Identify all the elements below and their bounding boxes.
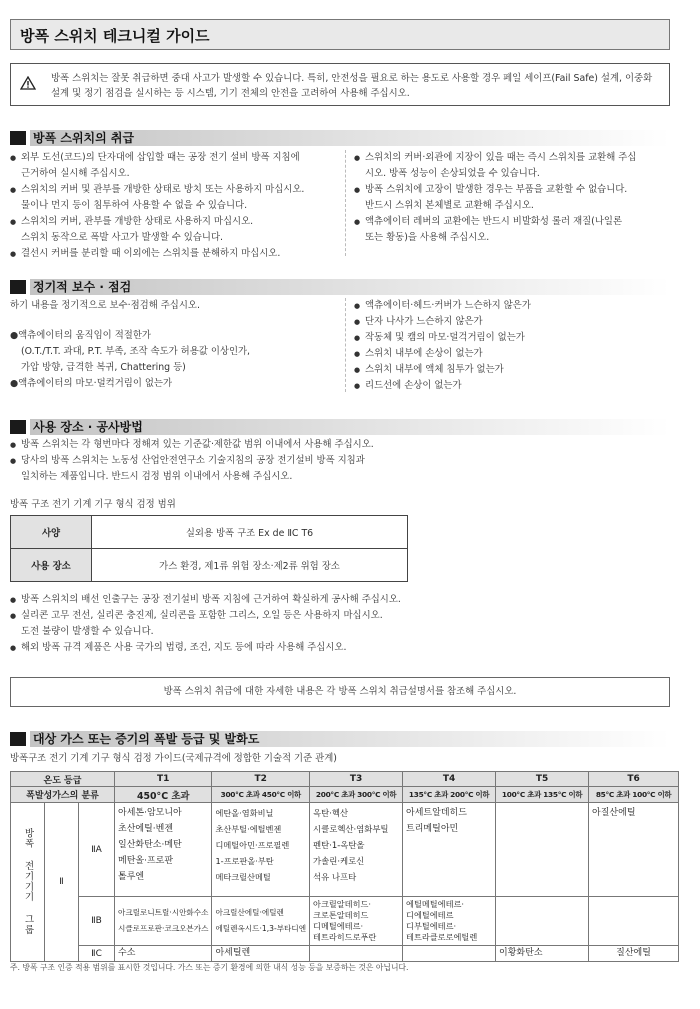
gas-name: 초산에틸·벤젠 bbox=[118, 824, 174, 834]
page-title: 방폭 스위치 테크니컬 가이드 bbox=[20, 27, 210, 45]
gas-name: 테트라클로로에틸렌 bbox=[406, 932, 478, 942]
gas-name: 이황화탄소 bbox=[499, 948, 543, 958]
warning-text: 방폭 스위치는 잘못 취급하면 중대 사고가 발생할 수 있습니다. 특히, 안전성을 필요로 하는 용도로 사용할 경우 페일 세이프(Fail Safe) 설계, 이중화 설계 및 정기 점검을 실시하는 등 시스템, 기기 전체의 안전을 고려하여 사용해 주십시오. bbox=[51, 73, 653, 99]
gas-name: 아크릴산에틸·에틸렌 bbox=[215, 908, 284, 917]
section-handling-header bbox=[10, 130, 670, 146]
empty-cell bbox=[496, 897, 589, 946]
gas-name: 초산부틸·에틸벤젠 bbox=[215, 824, 282, 834]
list-item: ● 방폭 스위치에 고장이 발생한 경우는 부품을 교환할 수 없습니다. bbox=[354, 182, 670, 198]
list-item: ●액츄에이터의 마모·덜컥거림이 없는가 bbox=[10, 378, 173, 389]
empty-cell bbox=[496, 803, 589, 897]
list-item-cont: 가압 방향, 급격한 복귀, Chattering 등) bbox=[21, 362, 186, 373]
list-item-cont: 물이나 먼지 등이 침투하여 사용할 수 없을 수 있습니다. bbox=[21, 200, 248, 211]
spec-table bbox=[10, 515, 408, 582]
table-cell: 가스 환경, 제1류 위험 장소·제2류 위험 장소 bbox=[92, 549, 408, 582]
t-class-header: T4 bbox=[403, 772, 496, 787]
list-item-cont: 스위치 동작으로 폭발 사고가 발생할 수 있습니다. bbox=[21, 232, 223, 243]
list-item: ● 리드선에 손상이 없는가 bbox=[354, 378, 670, 394]
t-range-cell: 200°C 초과 300°C 이하 bbox=[310, 787, 403, 803]
t-class-header: T6 bbox=[589, 772, 679, 787]
gas-name: 에틸메틸에테르· bbox=[406, 899, 465, 909]
list-item: ● 스위치의 커버 및 관부를 개방한 상태로 방치 또는 사용하지 마십시오. bbox=[10, 182, 345, 198]
section-usage-header bbox=[10, 419, 670, 435]
table-row bbox=[11, 516, 408, 549]
list-item: ● 방폭 스위치는 각 형번마다 정해져 있는 기준값·제한값 범위 이내에서 사용해 주십시오. bbox=[10, 437, 670, 453]
list-item: ● 스위치 내부에 액체 침투가 없는가 bbox=[354, 362, 670, 378]
gas-name: 석유 나프타 bbox=[313, 872, 357, 882]
column-divider bbox=[345, 298, 346, 392]
empty-cell bbox=[310, 946, 403, 962]
handling-right-list bbox=[354, 150, 670, 246]
maintenance-intro: 하기 내용을 정기적으로 보수·점검해 주십시오. bbox=[10, 300, 200, 311]
table-caption: 방폭 구조 전기 기계 기구 형식 검정 범위 bbox=[10, 499, 176, 510]
list-item: ●액츄에이터의 움직임이 적절한가 bbox=[10, 330, 151, 341]
group-label-cell bbox=[11, 803, 45, 962]
gas-name: 에탄올·염화비닐 bbox=[215, 808, 274, 818]
temp-class-header: 온도 등급 bbox=[11, 772, 115, 787]
gas-name: 아크릴알데히드· bbox=[313, 899, 372, 909]
table-row bbox=[11, 772, 679, 787]
t-range-cell: 85°C 초과 100°C 이하 bbox=[589, 787, 679, 803]
list-item: ● 결선시 커버를 분리할 때 이외에는 스위치를 분해하지 마십시오. bbox=[10, 246, 345, 262]
group-cell: Ⅱ bbox=[45, 803, 79, 962]
gas-name: 수소 bbox=[118, 948, 136, 958]
subgroup-cell: ⅡA bbox=[79, 803, 115, 897]
list-item: ● 실리콘 고무 전선, 실리콘 충진제, 실리콘을 포함한 그리스, 오일 등은 사용하지 마십시오. bbox=[10, 608, 670, 624]
section-title: 정기적 보수 · 점검 bbox=[33, 280, 132, 294]
gas-name: 테트라히드로푸란 bbox=[313, 932, 377, 942]
section-title: 방폭 스위치의 취급 bbox=[33, 131, 135, 145]
gas-name: 아세톤·암모니아 bbox=[118, 808, 182, 818]
subgroup-cell: ⅡC bbox=[79, 946, 115, 962]
section-gas-header bbox=[10, 731, 670, 747]
list-item-cont: 시오. 방폭 성능이 손상되었을 수 있습니다. bbox=[365, 168, 540, 179]
t-class-header: T2 bbox=[212, 772, 310, 787]
column-divider bbox=[345, 150, 346, 256]
warning-triangle-icon bbox=[20, 76, 36, 90]
explosion-class-header: 폭발성가스의 분류 bbox=[11, 787, 115, 803]
list-item-cont: 근거하여 실시해 주십시오. bbox=[21, 168, 130, 179]
gas-name: 메탄올·프로판 bbox=[118, 856, 174, 866]
list-item: ● 당사의 방폭 스위치는 노동성 산업안전연구소 기술지침의 공장 전기설비 방폭 지침과 bbox=[10, 453, 670, 469]
maintenance-left bbox=[10, 298, 345, 392]
table-row bbox=[11, 803, 679, 897]
empty-cell bbox=[589, 897, 679, 946]
gas-name: 옥탄·헥산 bbox=[313, 808, 349, 818]
table-row bbox=[11, 787, 679, 803]
gas-name: 아세트알데히드 bbox=[406, 808, 467, 818]
empty-cell bbox=[403, 946, 496, 962]
reference-note: 방폭 스위치 취급에 대한 자세한 내용은 각 방폭 스위치 취급설명서를 참조해 주십시오. bbox=[10, 677, 670, 707]
list-item: ● 액츄에이터 레버의 교환에는 반드시 비발화성 롤러 재질(나일론 bbox=[354, 214, 670, 230]
gas-name: 아세틸렌 bbox=[215, 948, 251, 958]
gas-name: 디에틸에테르 bbox=[406, 910, 454, 920]
gas-name: 아크릴로니트릴·시안화수소 bbox=[118, 908, 209, 917]
list-item-cont: (O.T./T.T. 과대, P.T. 부족, 조작 속도가 허용값 이상인가, bbox=[21, 346, 251, 357]
gas-name: 트리메틸아민 bbox=[406, 824, 459, 834]
table-cell: 실외용 방폭 구조 Ex de ⅡC T6 bbox=[92, 516, 408, 549]
gas-name: 일산화탄소·메탄 bbox=[118, 840, 182, 850]
table-row bbox=[11, 897, 679, 946]
list-item: ● 해외 방폭 규격 제품은 사용 국가의 법령, 조건, 지도 등에 따라 사용해 주십시오. bbox=[10, 640, 670, 656]
gas-name: 시클로헥산·염화부틸 bbox=[313, 824, 389, 834]
t-class-header: T3 bbox=[310, 772, 403, 787]
list-item-cont: 또는 황동)을 사용해 주십시오. bbox=[365, 232, 490, 243]
gas-name: 에틸렌옥시드·1,3-부타디엔 bbox=[215, 924, 307, 933]
gas-name: 톨루엔 bbox=[118, 872, 145, 882]
footnote: 주. 방폭 구조 인증 적용 범위를 표시한 것입니다. 가스 또는 증기 환경에 의한 내식 성능 등을 보증하는 것은 아닙니다. bbox=[10, 963, 409, 972]
gas-name: 크로톤알데히드 bbox=[313, 910, 369, 920]
handling-left-list bbox=[10, 150, 345, 262]
t-range-cell: 135°C 초과 200°C 이하 bbox=[403, 787, 496, 803]
list-item: ● 작동체 및 캠의 마모·덜걱거림이 없는가 bbox=[354, 330, 670, 346]
list-item-cont: 도전 불량이 발생할 수 있습니다. bbox=[21, 626, 154, 637]
usage-list-2 bbox=[10, 592, 670, 656]
gas-name: 디메틸아민·프로필렌 bbox=[215, 840, 290, 850]
list-item: ● 액츄에이터·헤드·커버가 느슨하지 않은가 bbox=[354, 298, 670, 314]
group-label: 방폭 전기기기 그룹 bbox=[22, 828, 34, 936]
gas-classification-table bbox=[10, 771, 679, 962]
gas-caption: 방폭구조 전기 기계 기구 형식 검정 가이드(국제규격에 정합한 기술적 기준 관계) bbox=[10, 753, 337, 764]
table-header-cell: 사양 bbox=[11, 516, 92, 549]
subgroup-cell: ⅡB bbox=[79, 897, 115, 946]
section-title: 대상 가스 또는 증기의 폭발 등급 및 발화도 bbox=[33, 732, 260, 746]
list-item: ● 스위치의 커버, 관부를 개방한 상태로 사용하지 마십시오. bbox=[10, 214, 345, 230]
section-maintenance-header bbox=[10, 279, 670, 295]
list-item-cont: 일치하는 제품입니다. 반드시 검정 범위 이내에서 사용해 주십시오. bbox=[21, 471, 293, 482]
t-range-cell: 300°C 초과 450°C 이하 bbox=[212, 787, 310, 803]
gas-name: 메타크릴산메틸 bbox=[215, 872, 271, 882]
t-class-header: T5 bbox=[496, 772, 589, 787]
t-range-cell: 450°C 초과 bbox=[115, 787, 212, 803]
gas-name: 가솔린·케로신 bbox=[313, 856, 365, 866]
page-title-bar bbox=[10, 19, 670, 50]
usage-list bbox=[10, 437, 670, 485]
t-range-cell: 100°C 초과 135°C 이하 bbox=[496, 787, 589, 803]
list-item: ● 외부 도선(코드)의 단자대에 삽입할 때는 공장 전기 설비 방폭 지침에 bbox=[10, 150, 345, 166]
gas-name: 디부틸에테르· bbox=[406, 921, 457, 931]
list-item-cont: 반드시 스위치 본체별로 교환해 주십시오. bbox=[365, 200, 534, 211]
gas-name: 펜탄·1-옥탄올 bbox=[313, 840, 365, 850]
section-title: 사용 장소 · 공사방법 bbox=[33, 420, 143, 434]
maintenance-right-list bbox=[354, 298, 670, 394]
gas-name: 시클로프로판·코크오븐가스 bbox=[118, 924, 209, 933]
list-item: ● 단자 나사가 느슨하지 않은가 bbox=[354, 314, 670, 330]
gas-name: 디메틸에테르· bbox=[313, 921, 364, 931]
table-row bbox=[11, 946, 679, 962]
gas-name: 아질산에틸 bbox=[592, 808, 636, 818]
gas-name: 질산에틸 bbox=[616, 948, 651, 958]
list-item: ● 방폭 스위치의 배선 인출구는 공장 전기설비 방폭 지침에 근거하여 확실하게 공사해 주십시오. bbox=[10, 592, 670, 608]
warning-box bbox=[10, 63, 670, 106]
table-row bbox=[11, 549, 408, 582]
t-class-header: T1 bbox=[115, 772, 212, 787]
list-item: ● 스위치 내부에 손상이 없는가 bbox=[354, 346, 670, 362]
table-header-cell: 사용 장소 bbox=[11, 549, 92, 582]
gas-name: 1-프로판올·부탄 bbox=[215, 856, 274, 866]
list-item: ● 스위치의 커버·외관에 지장이 있을 때는 즉시 스위치를 교환해 주십 bbox=[354, 150, 670, 166]
